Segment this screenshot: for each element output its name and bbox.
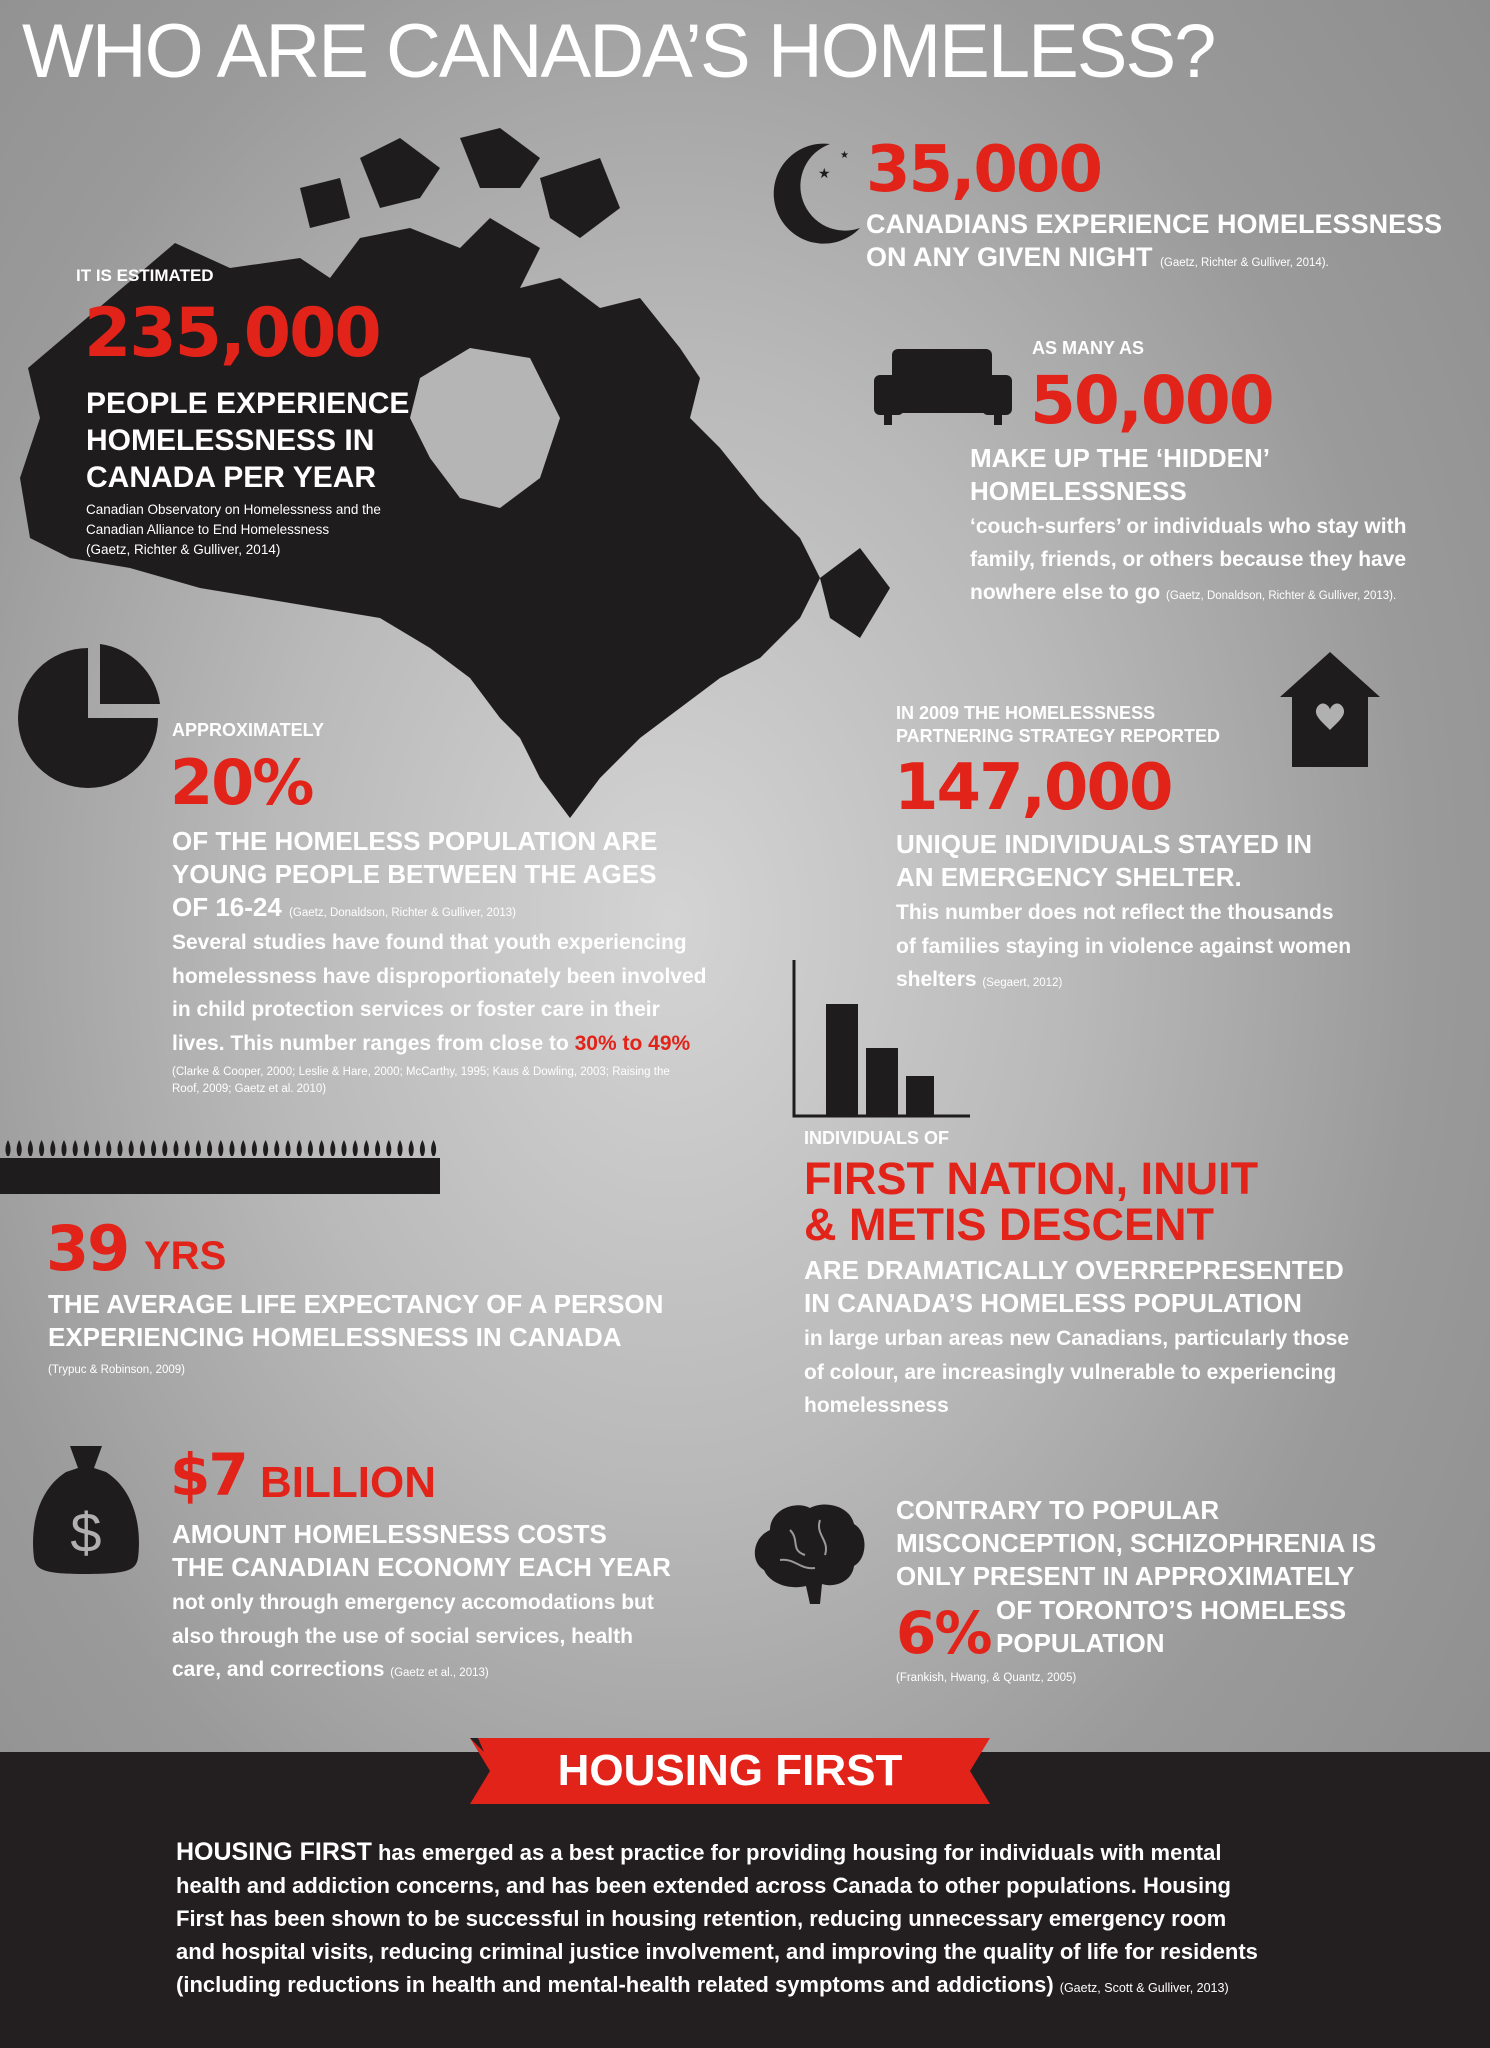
candle-flame [229, 1140, 234, 1156]
housing-first-line: and hospital visits, reducing criminal justice involvement, and improving the quality of life for residents [176, 1939, 1258, 1964]
candle-flame [353, 1140, 358, 1156]
indigenous-headline-line: FIRST NATION, INUIT [804, 1153, 1259, 1204]
youth-desc-line: YOUNG PEOPLE BETWEEN THE AGES [172, 859, 657, 889]
page-title: WHO ARE CANADA’S HOMELESS? [22, 9, 1215, 94]
annual-source-line: Canadian Alliance to End Homelessness [86, 522, 330, 537]
candle-flame [140, 1140, 145, 1156]
nightly-cite: (Gaetz, Richter & Gulliver, 2014). [1160, 257, 1329, 269]
annual-source-line: (Gaetz, Richter & Gulliver, 2014) [86, 542, 281, 557]
shelter-cite: (Segaert, 2012) [982, 977, 1063, 989]
candle-flame [263, 1140, 268, 1156]
life-desc-line: THE AVERAGE LIFE EXPECTANCY OF A PERSON [48, 1289, 664, 1319]
housing-first-text [176, 1836, 1316, 2005]
schizo-tail-line: OF TORONTO’S HOMELESS [996, 1595, 1347, 1625]
candle-flame [84, 1140, 89, 1156]
youth-body-line: Several studies have found that youth experiencing [172, 931, 687, 954]
moon-icon [760, 138, 870, 248]
cost-body-line: not only through emergency accomodations but [172, 1591, 654, 1614]
housing-first-line: (including reductions in health and mental-health related symptoms and addictions) [176, 1972, 1054, 1997]
candle-flame [341, 1140, 346, 1156]
candle-flame [330, 1140, 335, 1156]
youth-body-line: lives. This number ranges from close to [172, 1031, 569, 1055]
cost-body-line: also through the use of social services, health [172, 1624, 633, 1648]
candle-flame [397, 1140, 402, 1156]
housing-first-line: has emerged as a best practice for providing housing for individuals with mental [377, 1840, 1222, 1865]
money-bag-icon [30, 1446, 142, 1574]
nightly-number: 35,000 [866, 133, 1101, 207]
shelter-body-line: This number does not reflect the thousands [896, 901, 1334, 924]
youth-desc-line: OF THE HOMELESS POPULATION ARE [172, 826, 658, 856]
candle-flame [61, 1140, 66, 1156]
annual-number: 235,000 [84, 294, 380, 373]
shelter-body-line: shelters [896, 968, 977, 991]
youth-highlight: 30% to 49% [574, 1031, 691, 1055]
cost-number: $7 [170, 1441, 247, 1509]
schizo-tail-line: POPULATION [996, 1628, 1165, 1658]
housing-first-line: health and addiction concerns, and has been extended across Canada to other populations. Housing [176, 1873, 1231, 1898]
shelter-intro-line: PARTNERING STRATEGY REPORTED [896, 726, 1221, 746]
shelter-desc-line: AN EMERGENCY SHELTER. [896, 862, 1242, 892]
hidden-body-line: nowhere else to go [970, 581, 1161, 604]
candle-flame [28, 1140, 33, 1156]
candle-flame [173, 1140, 178, 1156]
candle-flame [285, 1140, 290, 1156]
hidden-desc-line: MAKE UP THE ‘HIDDEN’ [970, 443, 1270, 473]
indigenous-intro: INDIVIDUALS OF [804, 1128, 950, 1148]
candle-flame [162, 1140, 167, 1156]
candle-flame [95, 1140, 100, 1156]
hidden-intro: AS MANY AS [1032, 338, 1145, 358]
candles-icon [0, 1138, 440, 1194]
cost-desc-line: THE CANADIAN ECONOMY EACH YEAR [172, 1552, 671, 1582]
indigenous-headline-line: & METIS DESCENT [804, 1199, 1215, 1250]
house-heart-icon [1280, 652, 1380, 767]
indigenous-body-line: homelessness [804, 1394, 949, 1417]
schizo-cite: (Frankish, Hwang, & Quantz, 2005) [896, 1672, 1077, 1684]
hidden-cite: (Gaetz, Donaldson, Richter & Gulliver, 2013). [1166, 590, 1397, 602]
candle-flame [375, 1140, 380, 1156]
svg-text:★: ★ [818, 165, 831, 181]
candle-flame [218, 1140, 223, 1156]
candle-flame [308, 1140, 313, 1156]
cost-body-line: care, and corrections [172, 1658, 385, 1681]
life-desc-line: EXPERIENCING HOMELESSNESS IN CANADA [48, 1322, 622, 1352]
indigenous-desc-line: IN CANADA’S HOMELESS POPULATION [804, 1288, 1302, 1318]
life-number: 39 [46, 1212, 129, 1285]
annual-intro: IT IS ESTIMATED [76, 266, 214, 285]
candle-flame [39, 1140, 44, 1156]
candle-flame [129, 1140, 134, 1156]
candle-flame [364, 1140, 369, 1156]
housing-first-title: HOUSING FIRST [557, 1746, 903, 1795]
candle-flame [420, 1140, 425, 1156]
candle-flame [17, 1140, 22, 1156]
indigenous-desc-line: ARE DRAMATICALLY OVERREPRESENTED [804, 1255, 1344, 1285]
housing-first-line: First has been shown to be successful in housing retention, reducing unnecessary emergency room [176, 1906, 1227, 1931]
candle-flame [319, 1140, 324, 1156]
candle-flame [241, 1140, 246, 1156]
housing-first-lead: HOUSING FIRST [176, 1838, 372, 1866]
candle-flame [196, 1140, 201, 1156]
candle-flame [386, 1140, 391, 1156]
pie-chart-icon [14, 644, 162, 792]
youth-cite-line: (Clarke & Cooper, 2000; Leslie & Hare, 2000; McCarthy, 1995; Kaus & Dowling, 2003; Raising the [172, 1066, 670, 1078]
brain-icon [750, 1500, 868, 1610]
candle-flame [5, 1140, 10, 1156]
candle-flame [106, 1140, 111, 1156]
candle-flame [73, 1140, 78, 1156]
annual-desc-line: HOMELESSNESS IN [86, 424, 375, 457]
nightly-desc-line: ON ANY GIVEN NIGHT [866, 242, 1153, 272]
candle-flame [151, 1140, 156, 1156]
life-unit: YRS [144, 1234, 227, 1278]
svg-text:★: ★ [840, 150, 849, 161]
candle-flame [274, 1140, 279, 1156]
youth-desc-line: OF 16-24 [172, 892, 282, 922]
schizo-number: 6% [896, 1599, 991, 1667]
schizo-desc-line: ONLY PRESENT IN APPROXIMATELY [896, 1561, 1355, 1591]
youth-intro: APPROXIMATELY [172, 720, 325, 740]
youth-number: 20% [170, 746, 313, 819]
shelter-number: 147,000 [894, 751, 1172, 825]
youth-body-line: homelessness have disproportionately been involved [172, 964, 707, 988]
housing-first-cite: (Gaetz, Scott & Gulliver, 2013) [1059, 1981, 1229, 1995]
cost-cite: (Gaetz et al., 2013) [390, 1667, 489, 1679]
hidden-body-line: ‘couch-surfers’ or individuals who stay with [970, 515, 1407, 538]
couch-icon [874, 345, 1012, 427]
youth-desc-cite: (Gaetz, Donaldson, Richter & Gulliver, 2013) [289, 907, 516, 919]
youth-body-line: in child protection services or foster care in their [172, 998, 660, 1021]
indigenous-body-line: in large urban areas new Canadians, particularly those [804, 1327, 1350, 1350]
schizo-desc-line: MISCONCEPTION, SCHIZOPHRENIA IS [896, 1528, 1377, 1558]
candle-flame [185, 1140, 190, 1156]
bar-chart-icon [790, 960, 980, 1120]
shelter-desc-line: UNIQUE INDIVIDUALS STAYED IN [896, 829, 1313, 859]
annual-desc-line: CANADA PER YEAR [86, 461, 377, 494]
candle-flame [297, 1140, 302, 1156]
hidden-number: 50,000 [1030, 362, 1273, 439]
candle-flame [431, 1140, 436, 1156]
life-cite: (Trypuc & Robinson, 2009) [48, 1364, 186, 1376]
candle-flame [252, 1140, 257, 1156]
schizo-desc-line: CONTRARY TO POPULAR [896, 1495, 1220, 1525]
hidden-desc-line: HOMELESSNESS [970, 476, 1187, 506]
shelter-intro-line: IN 2009 THE HOMELESSNESS [896, 703, 1156, 723]
svg-text:$: $ [70, 1501, 102, 1564]
youth-cite-line: Roof, 2009; Gaetz et al. 2010) [172, 1083, 327, 1095]
annual-source-line: Canadian Observatory on Homelessness and the [86, 502, 381, 517]
candle-flame [207, 1140, 212, 1156]
hidden-body-line: family, friends, or others because they have [970, 548, 1407, 571]
indigenous-body-line: of colour, are increasingly vulnerable to experiencing [804, 1360, 1337, 1384]
cost-unit: BILLION [260, 1458, 436, 1507]
cost-desc-line: AMOUNT HOMELESSNESS COSTS [172, 1519, 607, 1549]
nightly-desc-line: CANADIANS EXPERIENCE HOMELESSNESS [866, 209, 1443, 239]
candle-flame [409, 1140, 414, 1156]
candle-flame [117, 1140, 122, 1156]
shelter-body-line: of families staying in violence against women [896, 934, 1352, 958]
annual-desc-line: PEOPLE EXPERIENCE [86, 387, 410, 420]
candle-flame [50, 1140, 55, 1156]
